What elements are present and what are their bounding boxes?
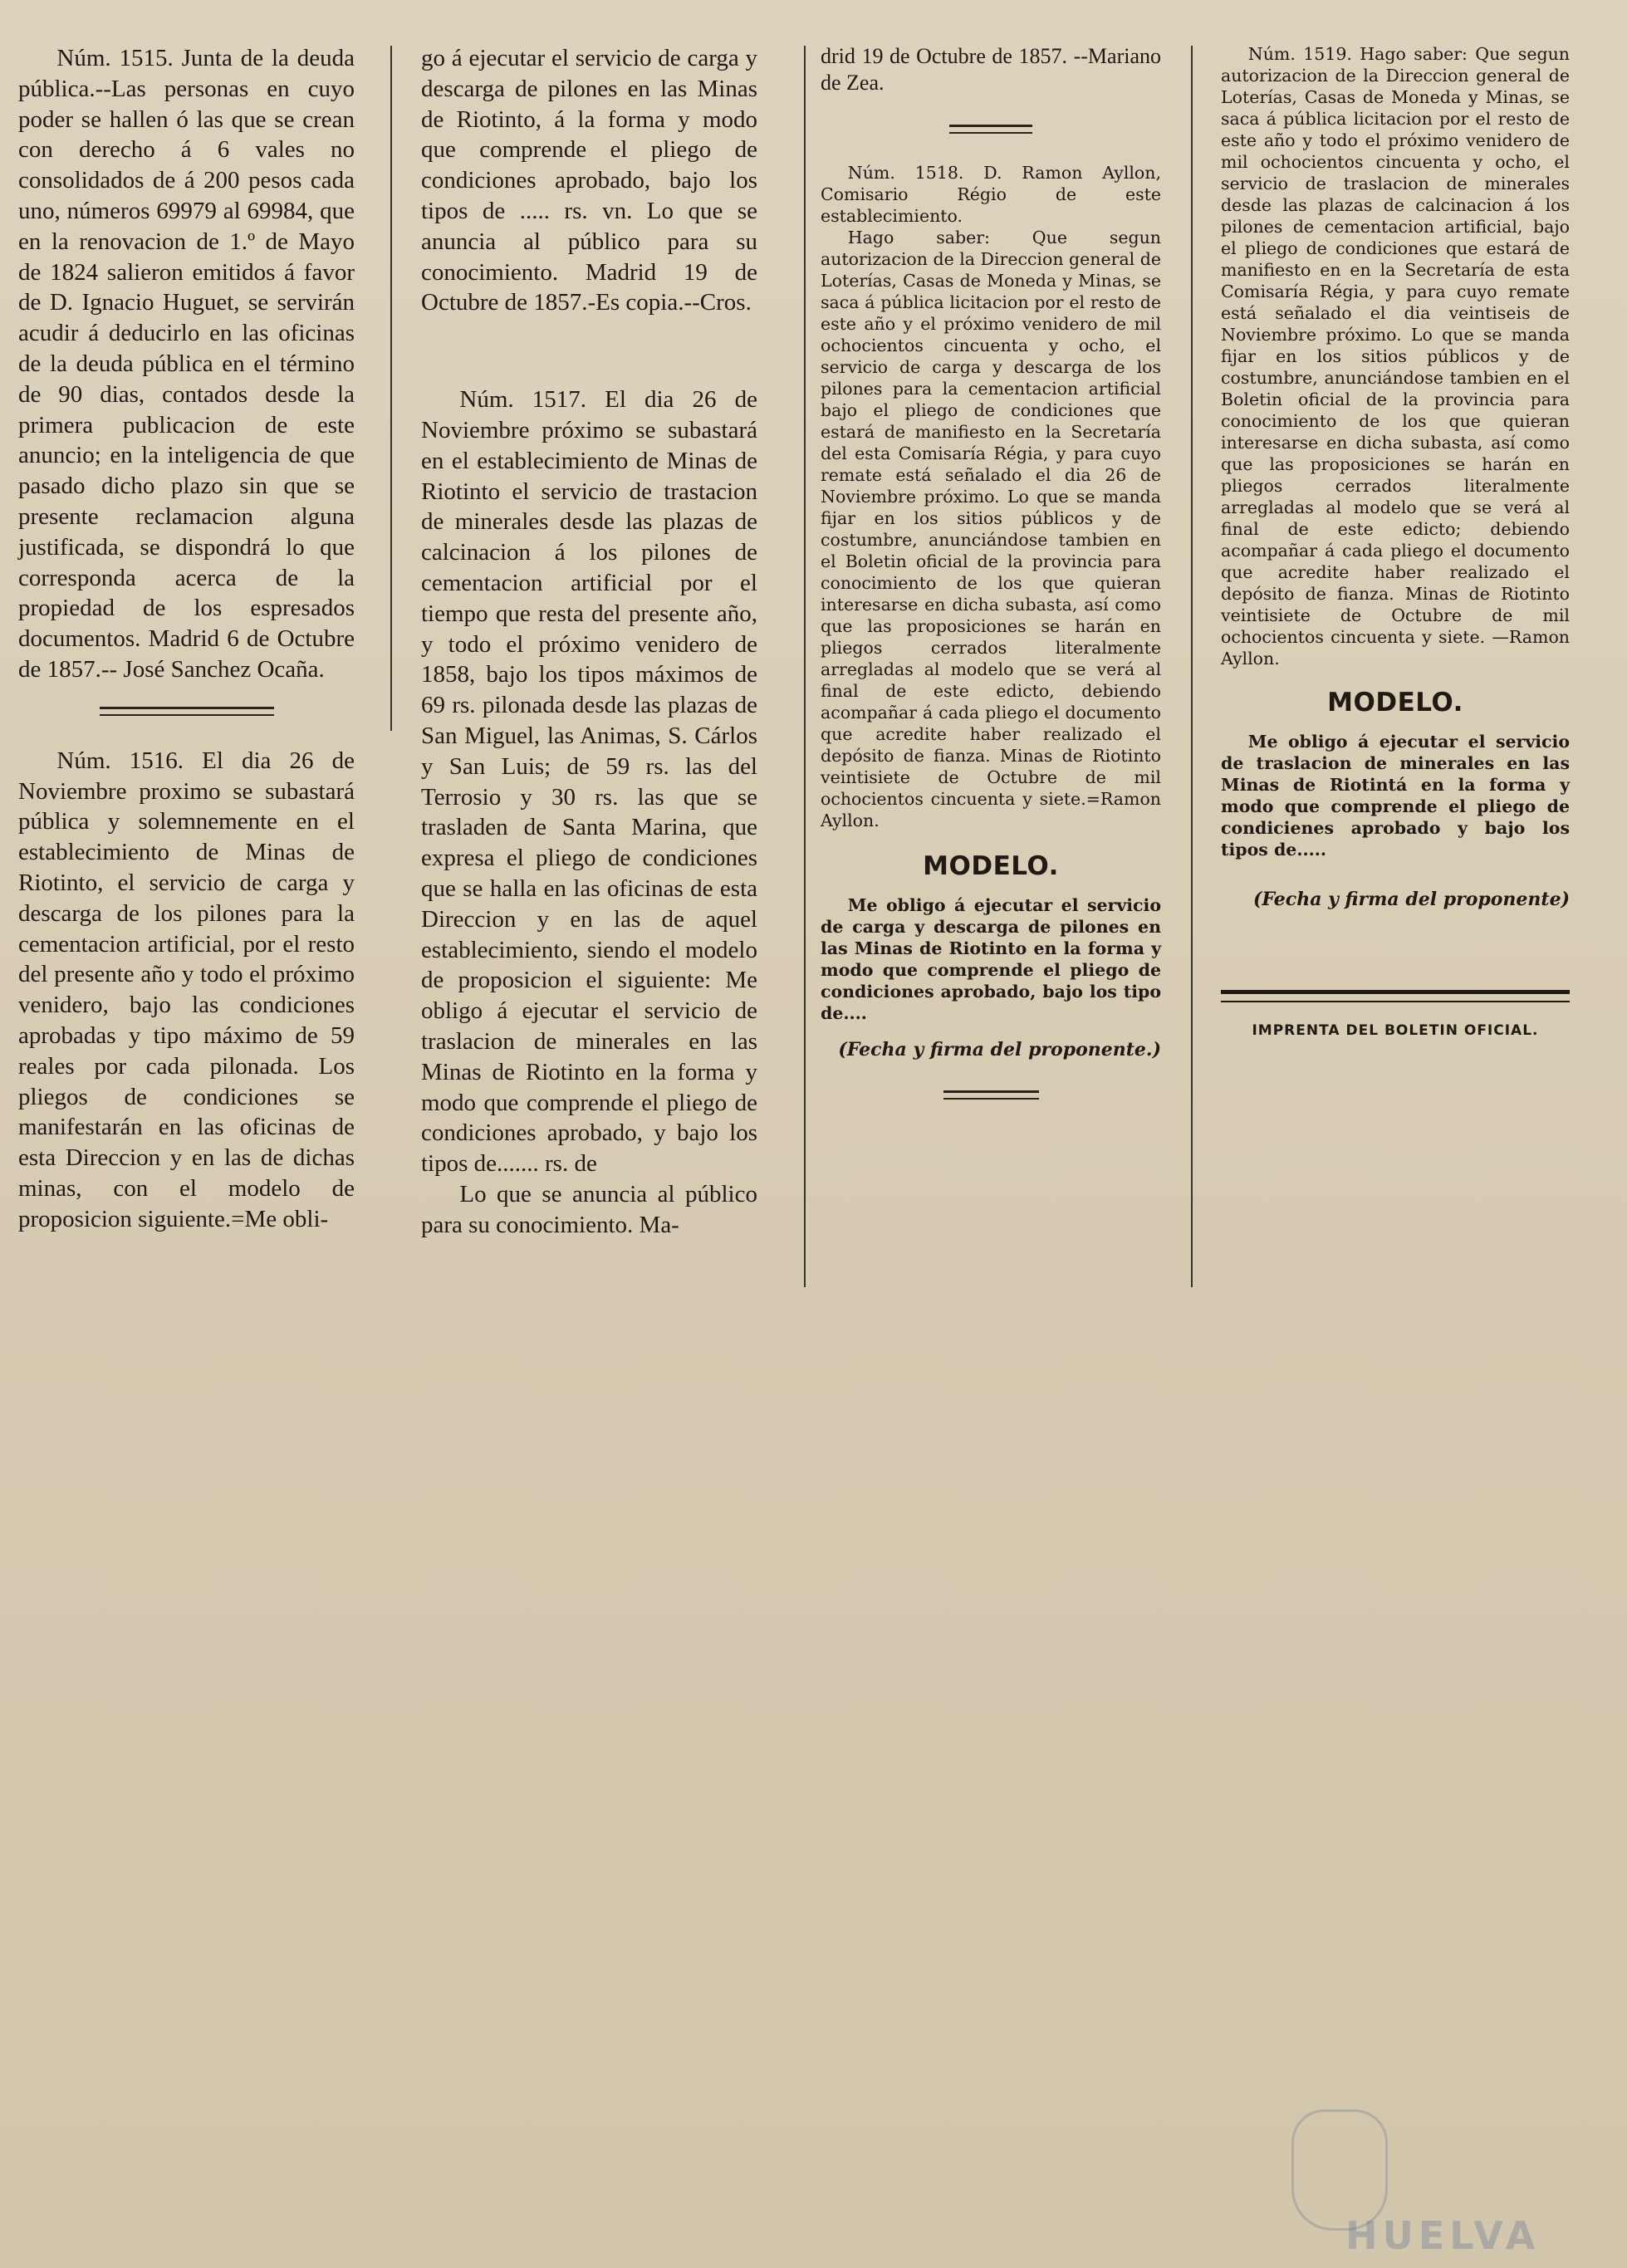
notice-1516-continuation xyxy=(421,43,757,318)
model-heading: MODELO. xyxy=(923,851,1059,881)
model-1518 xyxy=(821,894,1161,1024)
notice-1518-heading: Núm. 1518. D. Ramon Ayllon, Comisario Régio de este establecimiento. xyxy=(821,163,1161,226)
proponent-signature: (Fecha y firma del proponente.) xyxy=(838,1039,1161,1061)
column-rule-1 xyxy=(390,46,392,731)
column-1 xyxy=(18,43,355,1234)
notice-1516 xyxy=(18,746,355,1235)
column-2 xyxy=(421,43,757,1240)
library-stamp-text: HUELVA xyxy=(1345,2213,1541,2258)
notice-1517-text: Núm. 1517. El dia 26 de Noviembre próximo se subastará en el establecimiento de Minas de Riotinto el servicio de trastacion de minerales desde las plazas de calcinacion á los pilones de cementacion artificial por el tiempo que resta del presente año, y todo el próximo venidero de 1858, bajo los tipos máximos de 69 rs. pilonada desde las plazas de San Miguel, las Animas, S. Cárlos y San Luis; de 59 rs. las del Terrosio y 30 rs. las que se trasladen de Santa Marina, que expresa el pliego de condiciones que se halla en las oficinas de esta Direccion y en las de aquel establecimiento, siendo el modelo de proposicion el siguiente: Me obligo á ejecutar el servicio de traslacion de minerales en las Minas de Riotinto en la forma y modo que comprende el pliego de condiciones aprobado, y bajo los tipos de....... rs. de xyxy=(421,386,757,1178)
proponent-signature: (Fecha y firma del proponente) xyxy=(1252,889,1570,910)
notice-1519 xyxy=(1221,43,1570,669)
notice-1517-tail xyxy=(821,43,1161,96)
column-4 xyxy=(1221,43,1570,1039)
model-1519-text: Me obligo á ejecutar el servicio de traslacion de minerales en las Minas de Riotintá en la forma y modo que comprende el pliego de condicienes aprobado y bajo los tipos de..... xyxy=(1221,732,1570,860)
model-heading: MODELO. xyxy=(1327,688,1463,718)
notice-1518-text: Hago saber: Que segun autorizacion de la Direccion general de Loterías, Casas de Moneda y Minas, se saca á pública licitacion por el resto de este año y el próximo venidero de mil ochocientos cincuenta y ocho, el servicio de carga y descarga de los pilones para la cementacion artificial bajo el pliego de condiciones que estará de manifiesto en la Secretaría del esta Comisaría Régia, y para cuyo remate está señalado el dia 26 de Noviembre próximo. Lo que se manda fijar en los sitios públicos y de costumbre, anunciándose tambien en el Boletin oficial de la provincia para conocimiento de los que quieran interesarse en dicha subasta, así como que las proposiciones se harán en pliegos cerrados literalmente arregladas al modelo que se verá al final de este edicto, debiendo acompañar á cada pliego el documento que acredite haber realizado el depósito de fianza. Minas de Riotinto veintisiete de Octubre de mil ochocientos cincuenta y siete.=Ramon Ayllon. xyxy=(821,228,1161,830)
column-rule-3 xyxy=(1191,46,1193,1287)
footer-rule xyxy=(1221,990,1570,1002)
separator xyxy=(943,1090,1039,1100)
notice-1516-text: Núm. 1516. El dia 26 de Noviembre proximo se subastará pública y solemnemente en el establecimiento de Minas de Riotinto, el servicio de carga y descarga de los pilones para la cementacion artificial, por el resto del presente año y todo el próximo venidero, bajo las condiciones aprobadas y tipo máximo de 59 reales por cada pilonada. Los pliegos de condiciones se manifestarán en las oficinas de esta Direccion y en las de dichas minas, con el modelo de proposicion siguiente.=Me obli- xyxy=(18,747,355,1232)
spacer xyxy=(421,318,757,385)
column-3 xyxy=(821,43,1161,1100)
notice-1519-text: Núm. 1519. Hago saber: Que segun autorizacion de la Direccion general de Loterías, Casas de Moneda y Minas, se saca á pública licitacion por el resto de este año y todo el próximo venidero de mil ochocientos cincuenta y ocho, el servicio de traslacion de minerales desde las plazas de calcinacion á los pilones de cementacion artificial, bajo el pliego de condiciones que estará de manifiesto en en la Secretaría de esta Comisaría Régia, y para cuyo remate está señalado el dia veintiseis de Noviembre próximo. Lo que se manda fijar en los sitios públicos y de costumbre, anunciándose tambien en el Boletin oficial de la provincia para conocimiento de los que quieran interesarse en dicha subasta, así como que las proposiciones se harán en pliegos cerrados literalmente arregladas al modelo que se verá al final de este edicto; debiendo acompañar á cada pliego el documento que acredite haber realizado el depósito de fianza. Minas de Riotinto veintisiete de Octubre de mil ochocientos cincuenta y siete. —Ramon Ayllon. xyxy=(1221,44,1570,669)
notice-1515 xyxy=(18,43,355,685)
notice-1516-continuation-text: go á ejecutar el servicio de carga y descarga de pilones en las Minas de Riotinto, á la forma y modo que comprende el pliego de condiciones aprobado, bajo los tipos de ..... rs. vn. Lo que se anuncia al público para su conocimiento. Madrid 19 de Octubre de 1857.-Es copia.--Cros. xyxy=(421,45,757,316)
notice-1517-closing: Lo que se anuncia al público para su conocimiento. Ma- xyxy=(421,1180,757,1238)
notice-1518 xyxy=(821,162,1161,831)
separator xyxy=(949,125,1032,134)
separator xyxy=(100,707,274,716)
imprint-line: IMPRENTA DEL BOLETIN OFICIAL. xyxy=(1252,1022,1539,1039)
notice-1517 xyxy=(421,385,757,1240)
model-1519 xyxy=(1221,731,1570,860)
model-1518-text: Me obligo á ejecutar el servicio de carga y descarga de pilones en las Minas de Riotinto en la forma y modo que comprende el pliego de condiciones aprobado, bajo los tipo de.... xyxy=(821,895,1161,1023)
column-rule-2 xyxy=(804,46,806,1287)
notice-1517-tail-text: drid 19 de Octubre de 1857. --Mariano de Zea. xyxy=(821,44,1161,95)
notice-1515-text: Núm. 1515. Junta de la deuda pública.--Las personas en cuyo poder se hallen ó las que se crean con derecho á 6 vales no consolidados de á 200 pesos cada uno, números 69979 al 69984, que en la renovacion de 1.º de Mayo de 1824 salieron emitidos á favor de D. Ignacio Huguet, se servirán acudir á deducirlo en las oficinas de la deuda pública en el término de 90 dias, contados desde la primera publicacion de este anuncio; en la inteligencia de que pasado dicho plazo sin que se presente reclamacion alguna justificada, se dispondrá lo que corresponda acerca de la propiedad de los espresados documentos. Madrid 6 de Octubre de 1857.-- José Sanchez Ocaña. xyxy=(18,45,355,683)
